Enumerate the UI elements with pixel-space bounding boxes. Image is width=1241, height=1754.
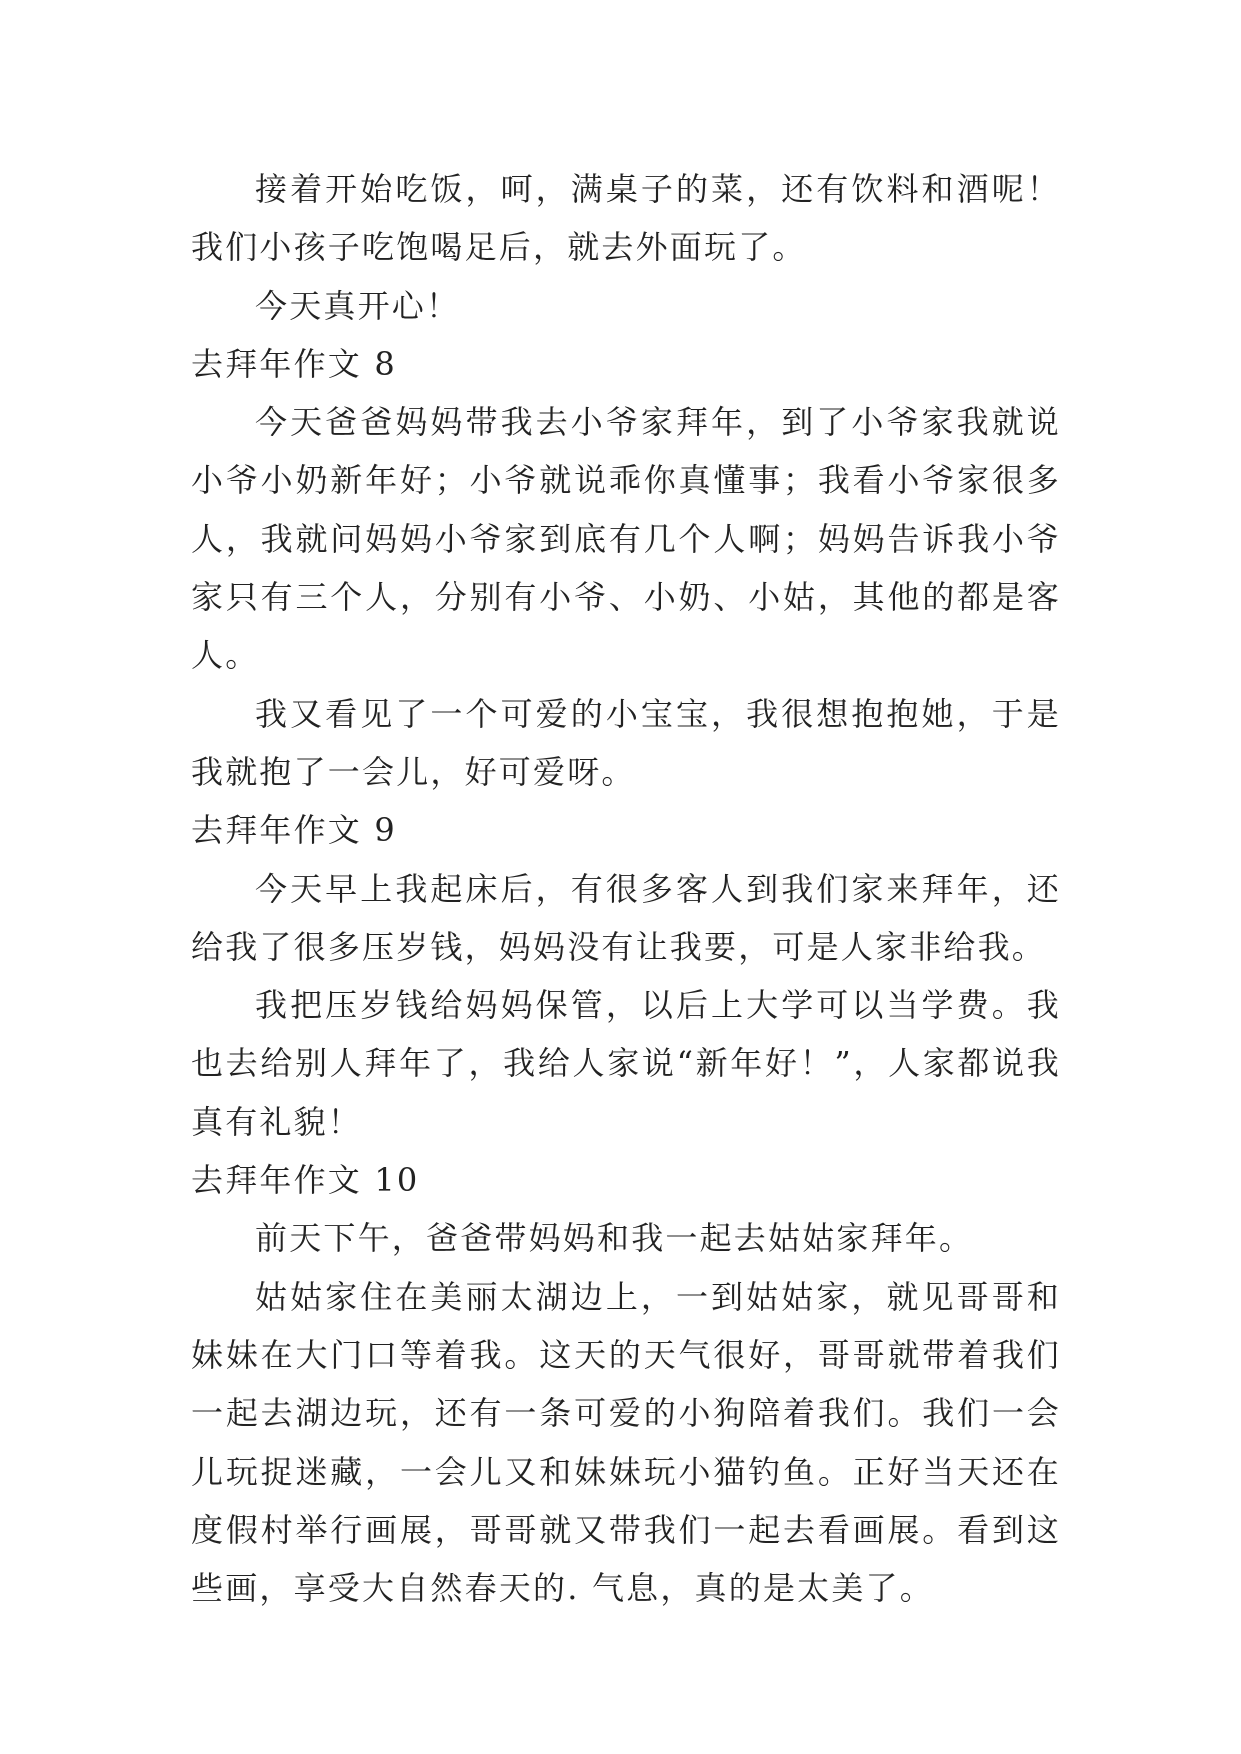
paragraph: 我把压岁钱给妈妈保管，以后上大学可以当学费。我也去给别人拜年了，我给人家说“新年好！”，人家都说我真有礼貌！ [191,986,1061,1141]
section-heading: 去拜年作文 9 [191,811,397,850]
paragraph: 今天真开心！ [255,286,461,325]
document-body [191,160,1061,1617]
paragraph: 我又看见了一个可爱的小宝宝，我很想抱抱她，于是我就抱了一会儿，好可爱呀。 [191,694,1061,791]
paragraph: 接着开始吃饭，呵，满桌子的菜，还有饮料和酒呢！我们小孩子吃饱喝足后，就去外面玩了。 [191,170,1061,267]
paragraph: 姑姑家住在美丽太湖边上，一到姑姑家，就见哥哥和妹妹在大门口等着我。这天的天气很好，哥哥就带着我们一起去湖边玩，还有一条可爱的小狗陪着我们。我们一会儿玩捉迷藏，一会儿又和妹妹玩小猫钓鱼。正好当天还在度假村举行画展，哥哥就又带我们一起去看画展。看到这些画，享受大自然春天的. 气息，真的是太美了。 [191,1277,1061,1608]
section-heading: 去拜年作文 10 [191,1161,420,1200]
paragraph: 今天早上我起床后，有很多客人到我们家来拜年，还给我了很多压岁钱，妈妈没有让我要，可是人家非给我。 [191,869,1061,966]
paragraph: 前天下午，爸爸带妈妈和我一起去姑姑家拜年。 [255,1219,974,1258]
paragraph: 今天爸爸妈妈带我去小爷家拜年，到了小爷家我就说小爷小奶新年好；小爷就说乖你真懂事；我看小爷家很多人，我就问妈妈小爷家到底有几个人啊；妈妈告诉我小爷家只有三个人，分别有小爷、小奶、小姑，其他的都是客人。 [191,403,1061,675]
section-heading: 去拜年作文 8 [191,344,397,383]
